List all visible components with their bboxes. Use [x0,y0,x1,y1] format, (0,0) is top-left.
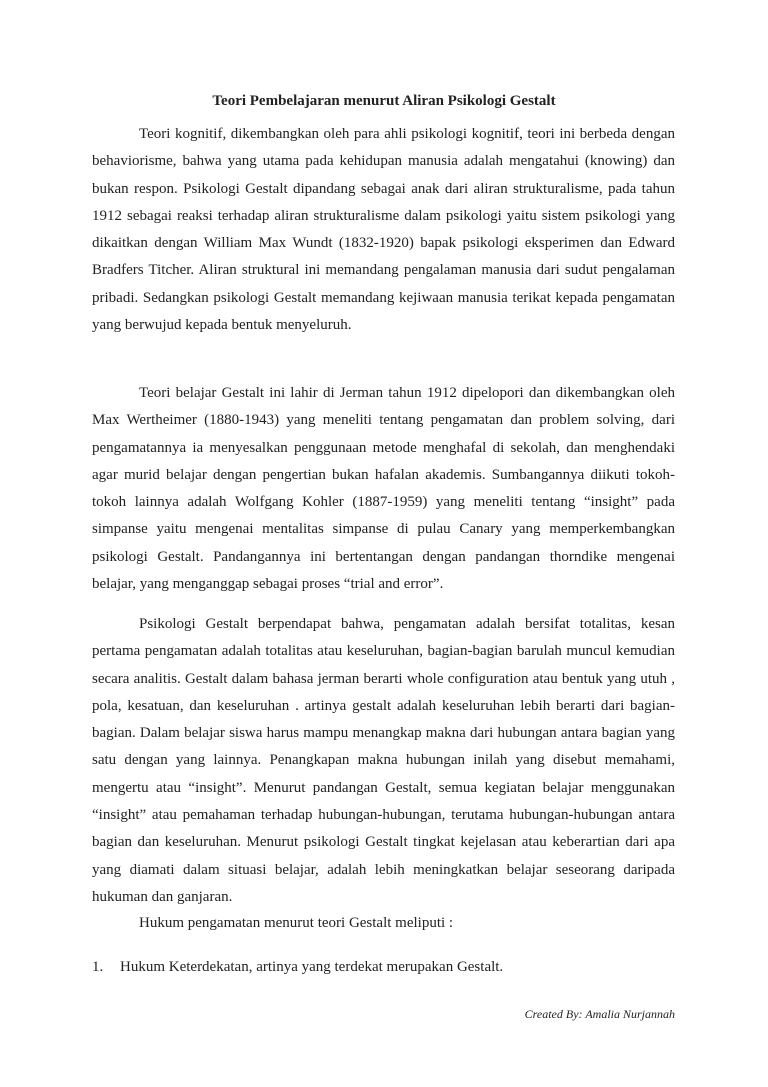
document-title: Teori Pembelajaran menurut Aliran Psikologi Gestalt [212,93,556,109]
author-footer: Created By: Amalia Nurjannah [524,1007,675,1021]
paragraph-1: Teori kognitif, dikembangkan oleh para ahli psikologi kognitif, teori ini berbeda dengan behaviorisme, bahwa yang utama pada kehidupan manusia adalah mengatahui (knowing) dan bukan respon. Psikologi Gestalt dipandang sebagai anak dari aliran strukturalisme, pada tahun 1912 sebagai reaksi terhadap aliran strukturalisme dalam psikologi yaitu sistem psikologi yang dikaitkan dengan William Max Wundt (1832-1920) bapak psikologi eksperimen dan Edward Bradfers Titcher. Aliran struktural ini memandang pengalaman manusia dari sudut pengalaman pribadi. Sedangkan psikologi Gestalt memandang kejiwaan manusia terikat kepada pengamatan yang berwujud kepada bentuk menyeluruh. [92,126,675,334]
paragraph-3: Psikologi Gestalt berpendapat bahwa, pengamatan adalah bersifat totalitas, kesan pertama pengamatan adalah totalitas atau keseluruhan, bagian-bagian barulah muncul kemudian secara analitis. Gestalt dalam bahasa jerman berarti whole configuration atau bentuk yang utuh , pola, kesatuan, dan keseluruhan . artinya gestalt adalah keseluruhan lebih berarti dari bagian-bagian. Dalam belajar siswa harus mampu menangkap makna dari hubungan antara bagian yang satu dengan yang lainnya. Penangkapan makna hubungan inilah yang disebut memahami, mengertu atau “insight”. Menurut pandangan Gestalt, semua kegiatan belajar menggunakan “insight” atau pemahaman terhadap hubungan-hubungan, terutama hubungan-hubungan antara bagian dan keseluruhan. Menurut psikologi Gestalt tingkat kejelasan atau keberartian dari apa yang diamati dalam situasi belajar, adalah lebih meningkatkan belajar seseorang daripada hukuman dan ganjaran. [92,616,675,905]
paragraph-2: Teori belajar Gestalt ini lahir di Jerman tahun 1912 dipelopori dan dikembangkan oleh Max Wertheimer (1880-1943) yang meneliti tentang pengamatan dan problem solving, dari pengamatannya ia menyesalkan penggunaan metode menghafal di sekolah, dan menghendaki agar murid belajar dengan pengertian bukan hafalan akademis. Sumbangannya diikuti tokoh-tokoh lainnya adalah Wolfgang Kohler (1887-1959) yang meneliti tentang “insight” pada simpanse yaitu mengenai mentalitas simpanse di pulau Canary yang memperkembangkan psikologi Gestalt. Pandangannya ini bertentangan dengan pandangan thorndike mengenai belajar, yang menganggap sebagai proses “trial and error”. [92,385,675,593]
list-item [92,957,503,977]
list-item-text: Hukum Keterdekatan, artinya yang terdekat merupakan Gestalt. [120,959,504,975]
list-intro: Hukum pengamatan menurut teori Gestalt meliputi : [139,915,454,931]
list-item-number: 1. [92,959,104,975]
